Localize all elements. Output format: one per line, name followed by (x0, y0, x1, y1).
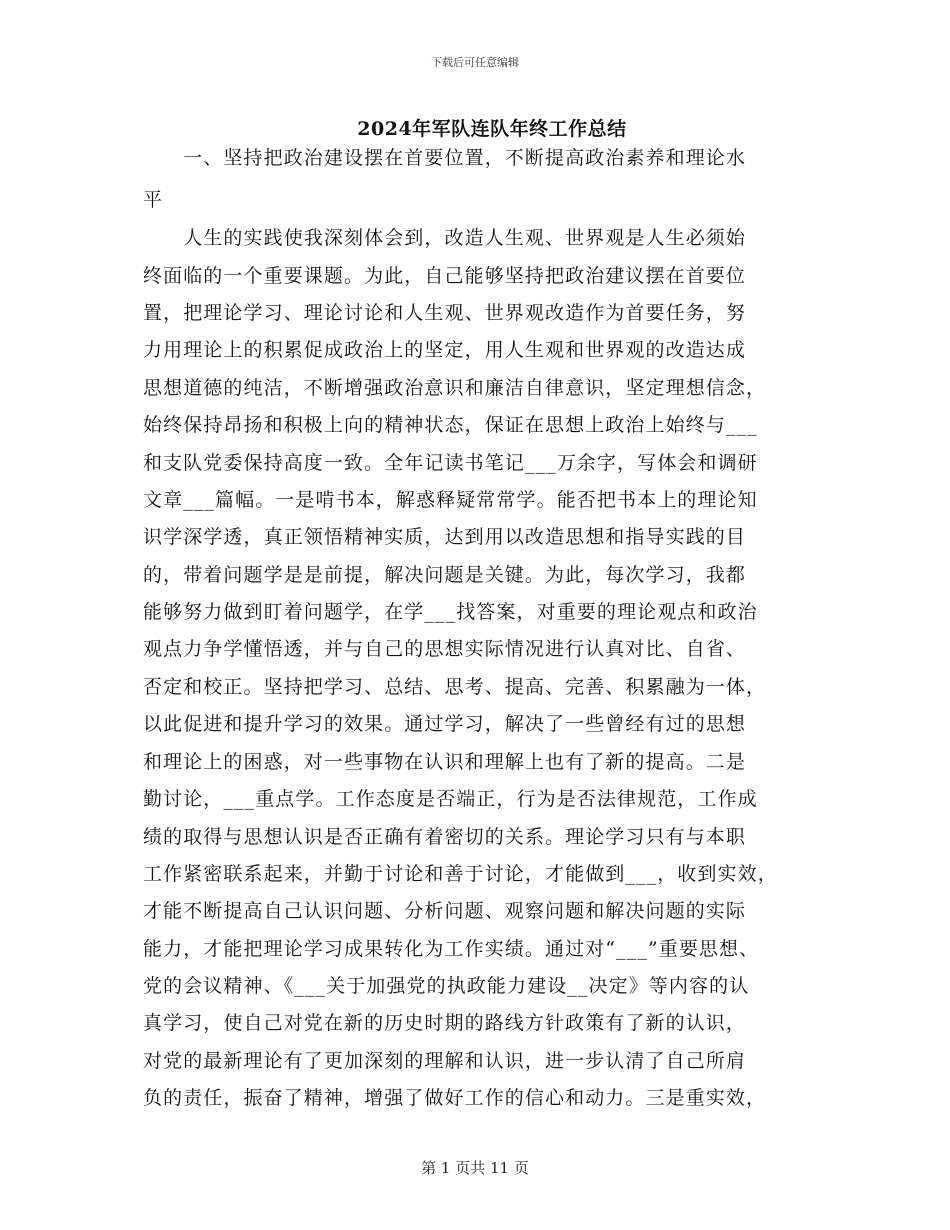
body-line: 和支队党委保持高度一致。全年记读书笔记___万余字，写体会和调研 (143, 452, 758, 474)
body-line: 终面临的一个重要课题。为此，自己能够坚持把政治建议摆在首要位 (143, 265, 747, 287)
body-line: 观点力争学懂悟透，并与自己的思想实际情况进行认真对比、自省、 (143, 638, 747, 660)
body-line: 才能不断提高自己认识问题、分析问题、观察问题和解决问题的实际 (143, 900, 747, 922)
body-line: 党的会议精神、《___关于加强党的执政能力建设__决定》等内容的认 (143, 975, 750, 997)
body-line: 能力，才能把理论学习成果转化为工作实绩。通过对“___”重要思想、 (143, 938, 760, 960)
body-line: 对党的最新理论有了更加深刻的理解和认识，进一步认清了自己所肩 (143, 1050, 747, 1072)
body-line: 工作紧密联系起来，并勤于讨论和善于讨论，才能做到___，收到实效， (143, 863, 778, 885)
header-note: 下载后可任意编辑 (431, 56, 519, 69)
body-line: 文章___篇幅。一是啃书本，解惑释疑常常学。能否把书本上的理论知 (143, 489, 758, 511)
body-line: 置，把理论学习、理论讨论和人生观、世界观改造作为首要任务，努 (143, 302, 747, 324)
body-line: 人生的实践使我深刻体会到，改造人生观、世界观是人生必须始 (143, 227, 747, 249)
body-line: 负的责任，振奋了精神，增强了做好工作的信心和动力。三是重实效， (143, 1087, 767, 1109)
document-title: 2024年军队连队年终工作总结 (357, 118, 627, 140)
body-line: 力用理论上的积累促成政治上的坚定，用人生观和世界观的改造达成 (143, 339, 747, 361)
page-footer: 第 1 页共 11 页 (421, 1159, 529, 1177)
body-line: 以此促进和提升学习的效果。通过学习，解决了一些曾经有过的思想 (143, 713, 747, 735)
body-line: 绩的取得与思想认识是否正确有着密切的关系。理论学习只有与本职 (143, 826, 747, 848)
body-line: 思想道德的纯洁，不断增强政治意识和廉洁自律意识，坚定理想信念， (143, 377, 767, 399)
body-line: 始终保持昂扬和积极上向的精神状态，保证在思想上政治上始终与___ (143, 414, 758, 436)
body-line: 真学习，使自己对党在新的历史时期的路线方针政策有了新的认识， (143, 1012, 747, 1034)
heading-line-2: 平 (143, 189, 164, 211)
body-line: 能够努力做到盯着问题学，在学___找答案，对重要的理论观点和政治 (143, 601, 758, 623)
body-line: 的，带着问题学是是前提，解决问题是关键。为此，每次学习，我都 (143, 564, 747, 586)
body-line: 否定和校正。坚持把学习、总结、思考、提高、完善、积累融为一体， (143, 676, 767, 698)
heading-line-1: 一、坚持把政治建设摆在首要位置，不断提高政治素养和理论水 (143, 147, 747, 169)
body-line: 识学深学透，真正领悟精神实质，达到用以改造思想和指导实践的目 (143, 526, 747, 548)
body-line: 勤讨论，___重点学。工作态度是否端正，行为是否法律规范，工作成 (143, 788, 758, 810)
body-line: 和理论上的困惑，对一些事物在认识和理解上也有了新的提高。二是 (143, 751, 747, 773)
